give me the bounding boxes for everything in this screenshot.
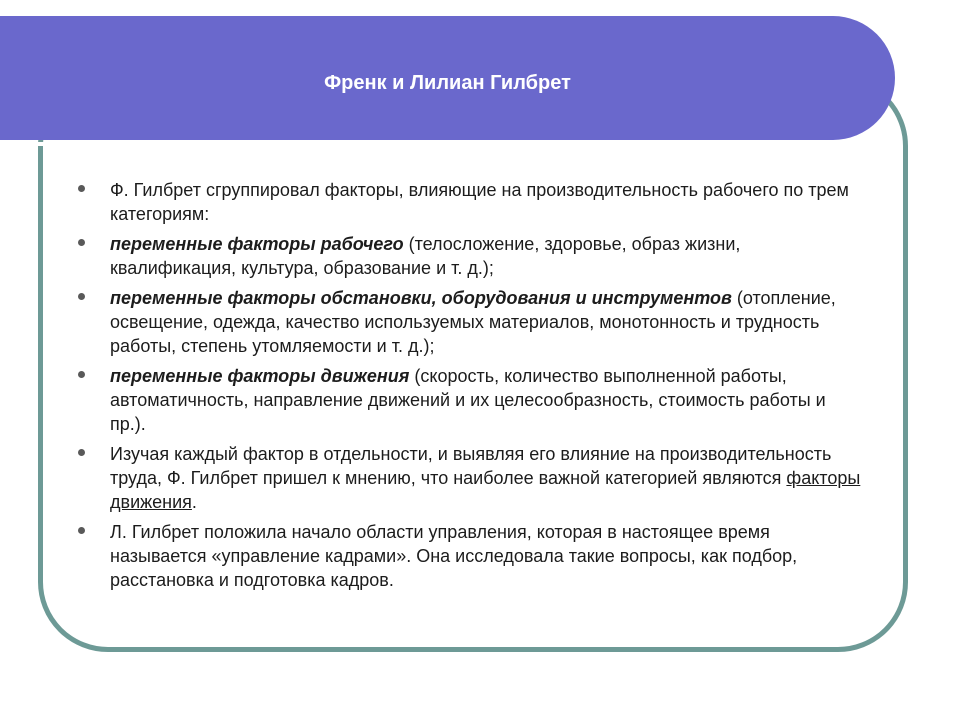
bullet-text: Л. Гилбрет положила начало области управления, которая в настоящее время называется «управление кадрами». Она исследовала такие вопросы, как подбор, расстановка и подготовка кадров. bbox=[110, 522, 798, 590]
bullet-rest: (отопление, освещение, одежда, качество используемых материалов, монотонность и трудность работы, степень утомляемости и т. д.); bbox=[110, 288, 836, 356]
bullet-item bbox=[72, 232, 862, 280]
bullet-emphasis: переменные факторы рабочего bbox=[110, 234, 404, 254]
bullet-rest: (телосложение, здоровье, образ жизни, квалификация, культура, образование и т. д.); bbox=[110, 234, 741, 278]
bullet-item bbox=[72, 520, 862, 592]
bullet-item bbox=[72, 364, 862, 436]
bullet-dot-icon bbox=[72, 232, 110, 256]
bullet-text bbox=[110, 364, 862, 436]
bullet-dot-icon bbox=[72, 364, 110, 388]
bullet-underlined: факторы движения bbox=[110, 468, 861, 512]
bullet-text bbox=[110, 442, 862, 514]
bullet-before: Изучая каждый фактор в отдельности, и выявляя его влияние на производительность труда, Ф. Гилбрет пришел к мнению, что наиболее важной категорией являются bbox=[110, 444, 832, 488]
bullet-emphasis: переменные факторы движения bbox=[110, 366, 410, 386]
title-banner bbox=[0, 16, 895, 140]
title-underline bbox=[0, 142, 848, 146]
bullet-rest: (скорость, количество выполненной работы, автоматичность, направление движений и их целесообразность, стоимость работы и пр.). bbox=[110, 366, 826, 434]
bullet-after: . bbox=[191, 492, 197, 512]
bullet-text bbox=[110, 232, 862, 280]
bullet-item bbox=[72, 178, 862, 226]
bullet-dot-icon bbox=[72, 178, 110, 202]
bullet-dot-icon bbox=[72, 286, 110, 310]
bullet-list bbox=[72, 178, 862, 598]
bullet-item bbox=[72, 286, 862, 358]
bullet-text: Ф. Гилбрет сгруппировал факторы, влияющие на производительность рабочего по трем категориям: bbox=[110, 180, 849, 224]
bullet-text bbox=[110, 286, 862, 358]
slide-title: Френк и Лилиан Гилбрет bbox=[324, 72, 571, 94]
bullet-emphasis: переменные факторы обстановки, оборудования и инструментов bbox=[110, 288, 732, 308]
bullet-dot-icon bbox=[72, 442, 110, 466]
bullet-dot-icon bbox=[72, 520, 110, 544]
bullet-item bbox=[72, 442, 862, 514]
